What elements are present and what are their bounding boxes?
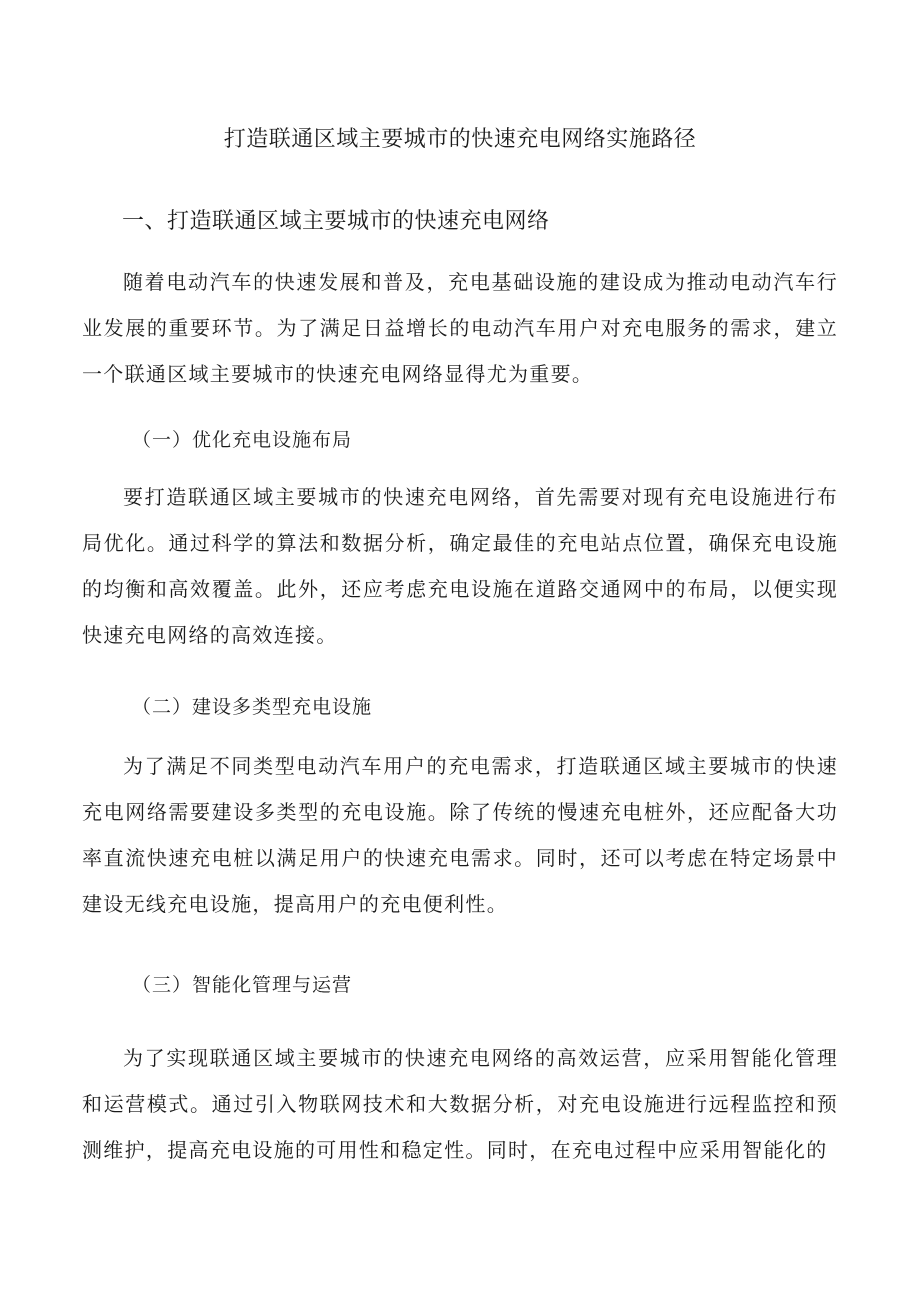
subsection-heading-1: （一）优化充电设施布局 <box>132 429 353 451</box>
document-title: 打造联通区域主要城市的快速充电网络实施路径 <box>223 127 697 152</box>
subsection-body-3: 为了实现联通区域主要城市的快速充电网络的高效运营，应采用智能化管理和运营模式。通过引入物联网技术和大数据分析，对充电设施进行远程监控和预测维护，提高充电设施的可用性和稳定性。同时，在充电过程中应采用智能化的 <box>82 1046 838 1162</box>
subsection-body-2: 为了满足不同类型电动汽车用户的充电需求，打造联通区域主要城市的快速充电网络需要建设多类型的充电设施。除了传统的慢速充电桩外，还应配备大功率直流快速充电桩以满足用户的快速充电需求。同时，还可以考虑在特定场景中建设无线充电设施，提高用户的充电便利性。 <box>82 754 838 916</box>
intro-paragraph: 随着电动汽车的快速发展和普及，充电基础设施的建设成为推动电动汽车行业发展的重要环节。为了满足日益增长的电动汽车用户对充电服务的需求，建立一个联通区域主要城市的快速充电网络显得尤为重要。 <box>82 270 838 386</box>
section-heading: 一、打造联通区域主要城市的快速充电网络 <box>122 209 550 234</box>
subsection-body-1: 要打造联通区域主要城市的快速充电网络，首先需要对现有充电设施进行布局优化。通过科学的算法和数据分析，确定最佳的充电站点位置，确保充电设施的均衡和高效覆盖。此外，还应考虑充电设施在道路交通网中的布局，以便实现快速充电网络的高效连接。 <box>82 485 838 647</box>
subsection-heading-2: （二）建设多类型充电设施 <box>132 696 373 718</box>
subsection-heading-3: （三）智能化管理与运营 <box>132 974 353 996</box>
